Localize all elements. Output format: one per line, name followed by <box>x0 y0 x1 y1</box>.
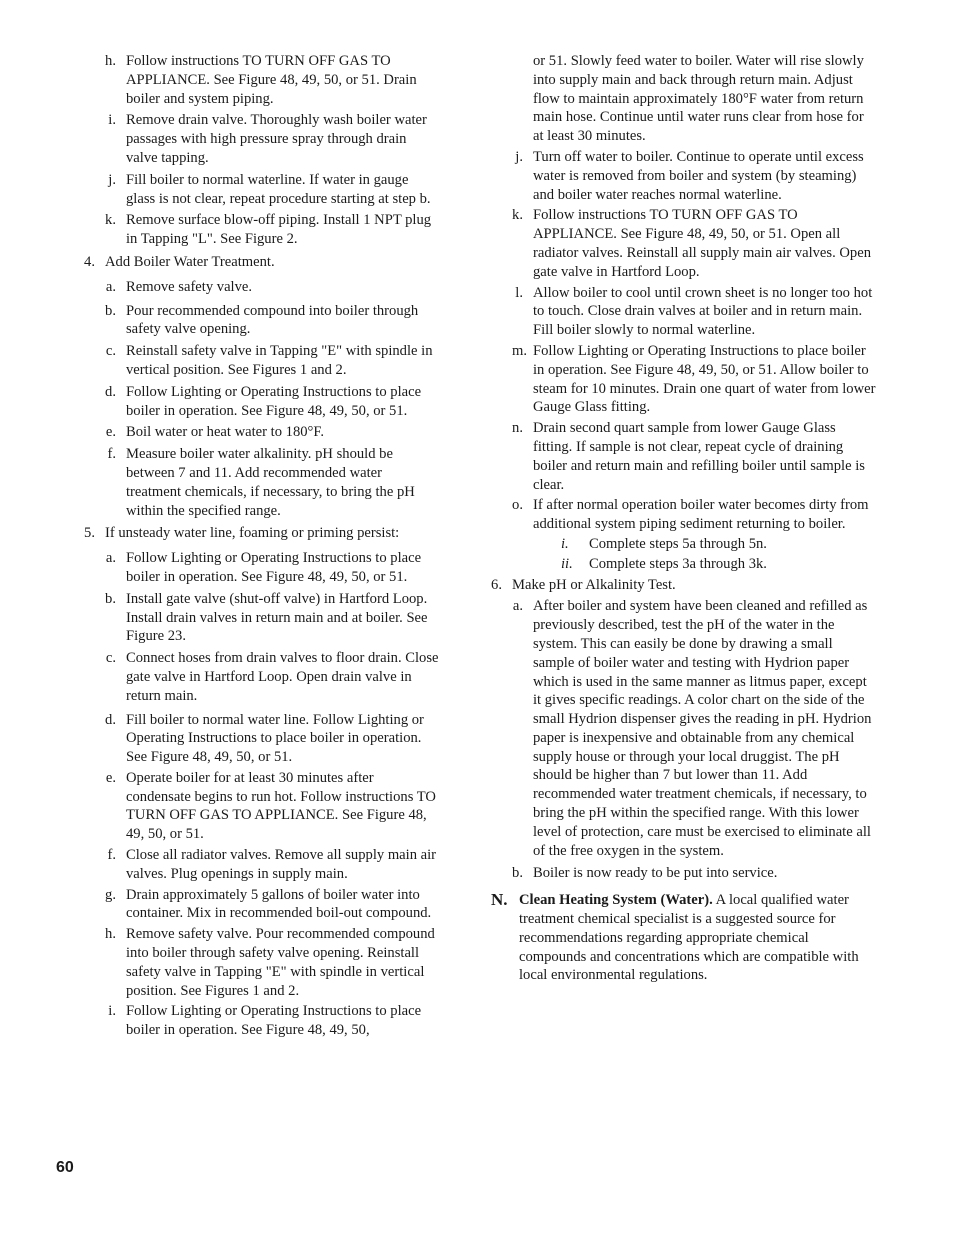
list-item <box>512 496 876 534</box>
list-item <box>105 445 439 520</box>
list-item-text: Follow Lighting or Operating Instructions to place boiler in operation. See Figure 48, 49, 50, or 51. <box>126 383 422 419</box>
list-item-text: Boil water or heat water to 180°F. <box>126 424 324 441</box>
list-item-text: Drain approximately 5 gallons of boiler water into container. Mix in recommended boil-out compound. <box>126 886 432 922</box>
list-item-marker: c. <box>105 650 116 667</box>
list-item-marker: d. <box>105 711 116 728</box>
list-item-marker: b. <box>105 302 116 319</box>
list-item-marker: i. <box>108 1003 116 1020</box>
list-item <box>105 342 439 380</box>
list-item-text: Fill boiler to normal water line. Follow Lighting or Operating Instructions to place boiler in operation. See Figure 48, 49, 50, or 51. <box>126 711 424 766</box>
list-item-text: If unsteady water line, foaming or priming persist: <box>105 525 400 542</box>
list-item-text: Close all radiator valves. Remove all supply main air valves. Plug openings in supply main. <box>126 847 437 882</box>
list-item <box>105 111 439 167</box>
list-item <box>561 535 876 554</box>
list-item-text: Operate boiler for at least 30 minutes after condensate begins to run hot. Follow instructions TO TURN OFF GAS TO APPLIANCE. See Figure 48, 49, 50, or 51. <box>126 769 436 843</box>
list-item-marker: m. <box>512 342 527 359</box>
list-item <box>105 211 439 249</box>
list-item-text: Boiler is now ready to be put into service. <box>533 865 778 882</box>
list-item-text: Allow boiler to cool until crown sheet is no longer too hot to touch. Close drain valves at boiler and in return main. Fill boiler slowly to normal waterline. <box>533 284 873 339</box>
list-item <box>512 419 876 494</box>
list-item-marker: e. <box>105 424 116 441</box>
list-item <box>561 555 876 574</box>
list-item-marker: j. <box>108 171 116 188</box>
list-item-marker: g. <box>105 886 116 903</box>
list-item <box>105 171 439 209</box>
list-item-marker: h. <box>105 53 116 69</box>
list-item-marker <box>512 52 533 146</box>
section-n-text <box>519 891 876 985</box>
list-item-text: Remove drain valve. Thoroughly wash boiler water passages with high pressure spray through drain valve tapping. <box>126 112 427 166</box>
list-item-text: Complete steps 3a through 3k. <box>589 555 767 572</box>
list-item-marker: c. <box>105 343 116 360</box>
list-item-text: Add Boiler Water Treatment. <box>105 253 275 270</box>
list-item-marker: a. <box>105 278 116 295</box>
left-column <box>84 52 439 1040</box>
list-item-text: After boiler and system have been cleaned and refilled as previously described, test the pH of the water in the system. This can easily be done by drawing a small sample of boiler water and testing with Hydrion paper which is used in the same manner as litmus paper, except it gives specific readings. A color chart on the side of the small Hydrion dispenser gives the reading in pH. Hydrion paper is inexpensive and obtainable from any chemical supply house or through your local druggist. The pH should be higher than 7 but lower than 11. Add recommended water treatment chemicals, if necessary, to bring the pH within the specified range. With this lower level of protection, care must be exercised to eliminate all of the free oxygen in the system. <box>533 598 872 859</box>
list-item-marker: 4. <box>84 253 95 270</box>
list-item <box>105 590 439 646</box>
list-item <box>512 206 876 281</box>
list-item <box>105 649 439 705</box>
list-item-text: Complete steps 5a through 5n. <box>589 535 767 552</box>
list-item <box>105 769 439 844</box>
list-item <box>84 253 439 272</box>
list-item-marker: o. <box>512 497 523 514</box>
list-item-text: Follow Lighting or Operating Instructions to place boiler in operation. See Figure 48, 49, 50, or 51. <box>126 550 422 585</box>
list-item-text: Drain second quart sample from lower Gauge Glass fitting. If sample is not clear, repeat cycle of draining boiler and return main and refilling boiler until sample is clear. <box>533 420 865 493</box>
list-item <box>84 524 439 543</box>
list-item-marker: j. <box>515 148 523 165</box>
list-item <box>512 284 876 340</box>
list-item <box>512 597 876 860</box>
list-item-marker: f. <box>107 847 116 864</box>
list-item <box>105 886 439 924</box>
list-item-marker: b. <box>512 865 523 882</box>
list-item-text: If after normal operation boiler water becomes dirty from additional system piping sediment returning to boiler. <box>533 497 869 533</box>
list-item-text: or 51. Slowly feed water to boiler. Water will rise slowly into supply main and back through return main. Adjust flow to maintain approximately 180°F water from return main hose. Continue until water runs clear from hose for at least 30 minutes. <box>533 53 864 145</box>
list-item <box>512 342 876 417</box>
section-n-marker: N. <box>491 890 508 910</box>
page-number: 60 <box>56 1159 74 1176</box>
list-item-marker: e. <box>105 769 116 786</box>
list-item <box>105 846 439 884</box>
list-item <box>512 52 876 146</box>
list-item <box>105 278 439 297</box>
list-item <box>105 925 439 1000</box>
list-item-marker: 6. <box>491 576 502 593</box>
list-item-marker: k. <box>512 207 523 224</box>
list-item <box>105 52 439 108</box>
list-item-marker: k. <box>105 212 116 229</box>
list-item-marker: i. <box>108 112 116 129</box>
list-item-text: Reinstall safety valve in Tapping "E" with spindle in vertical position. See Figures 1 and 2. <box>126 343 433 378</box>
list-item <box>105 549 439 587</box>
list-item-marker: a. <box>512 598 523 615</box>
section-n <box>491 891 876 985</box>
list-item <box>105 302 439 340</box>
right-column <box>491 52 876 985</box>
list-item-marker: f. <box>107 446 116 463</box>
list-item-text: Follow Lighting or Operating Instructions to place boiler in operation. See Figure 48, 49, 50, or 51. Allow boiler to steam for 10 minutes. Drain one quart of water from lower Gauge Glass fitting. <box>533 342 876 416</box>
list-item <box>105 1002 439 1040</box>
list-item-text: Follow instructions TO TURN OFF GAS TO APPLIANCE. See Figure 48, 49, 50, or 51. Open all radiator valves. Reinstall all supply main air valves. Open gate valve in Hartford Loop. <box>533 207 872 280</box>
list-item-text: Follow Lighting or Operating Instructions to place boiler in operation. See Figure 48, 49, 50, <box>126 1003 422 1039</box>
list-item-marker: i. <box>561 535 569 552</box>
list-item-text: Measure boiler water alkalinity. pH should be between 7 and 11. Add recommended water treatment chemicals, if necessary, to bring the pH within the specified range. <box>126 446 415 519</box>
list-item-marker: a. <box>105 550 116 567</box>
list-item <box>105 423 439 442</box>
list-item-marker: n. <box>512 420 523 437</box>
list-item-marker: h. <box>105 926 116 943</box>
list-item <box>491 576 876 595</box>
list-item-text: Make pH or Alkalinity Test. <box>512 576 676 593</box>
section-n-body: A local qualified water treatment chemical specialist is a suggested source for recommendations regarding appropriate chemical compounds and concentrations which are compatible with local environmental regulations. <box>519 892 859 984</box>
list-item-text: Remove safety valve. Pour recommended compound into boiler through safety valve opening. Reinstall safety valve in Tapping "E" with spindle in vertical position. See Figures 1 and 2. <box>126 926 435 999</box>
section-n-heading: Clean Heating System (Water). <box>519 892 713 909</box>
list-item <box>512 148 876 204</box>
list-item-text: Fill boiler to normal waterline. If water in gauge glass is not clear, repeat procedure starting at step b. <box>126 171 431 207</box>
list-item-text: Install gate valve (shut-off valve) in Hartford Loop. Install drain valves in return main and at boiler. See Figure 23. <box>126 590 428 645</box>
list-item-text: Connect hoses from drain valves to floor drain. Close gate valve in Hartford Loop. Open drain valve in return main. <box>126 650 439 704</box>
list-item-text: Remove safety valve. <box>126 278 253 295</box>
list-item <box>105 711 439 767</box>
list-item-marker: l. <box>515 284 523 301</box>
list-item-text: Pour recommended compound into boiler through safety valve opening. <box>126 302 419 338</box>
list-item-marker: b. <box>105 590 116 607</box>
list-item-text: Turn off water to boiler. Continue to operate until excess water is removed from boiler and system (by steaming) and boiler water reaches normal waterline. <box>533 148 864 203</box>
list-item <box>512 864 876 883</box>
list-item-text: Follow instructions TO TURN OFF GAS TO APPLIANCE. See Figure 48, 49, 50, or 51. Drain boiler and system piping. <box>126 53 417 107</box>
list-item-marker: d. <box>105 383 116 400</box>
list-item-marker: 5. <box>84 525 95 542</box>
list-item <box>105 383 439 421</box>
list-item-text: Remove surface blow-off piping. Install 1 NPT plug in Tapping "L". See Figure 2. <box>126 212 432 248</box>
list-item-marker: ii. <box>561 555 573 572</box>
